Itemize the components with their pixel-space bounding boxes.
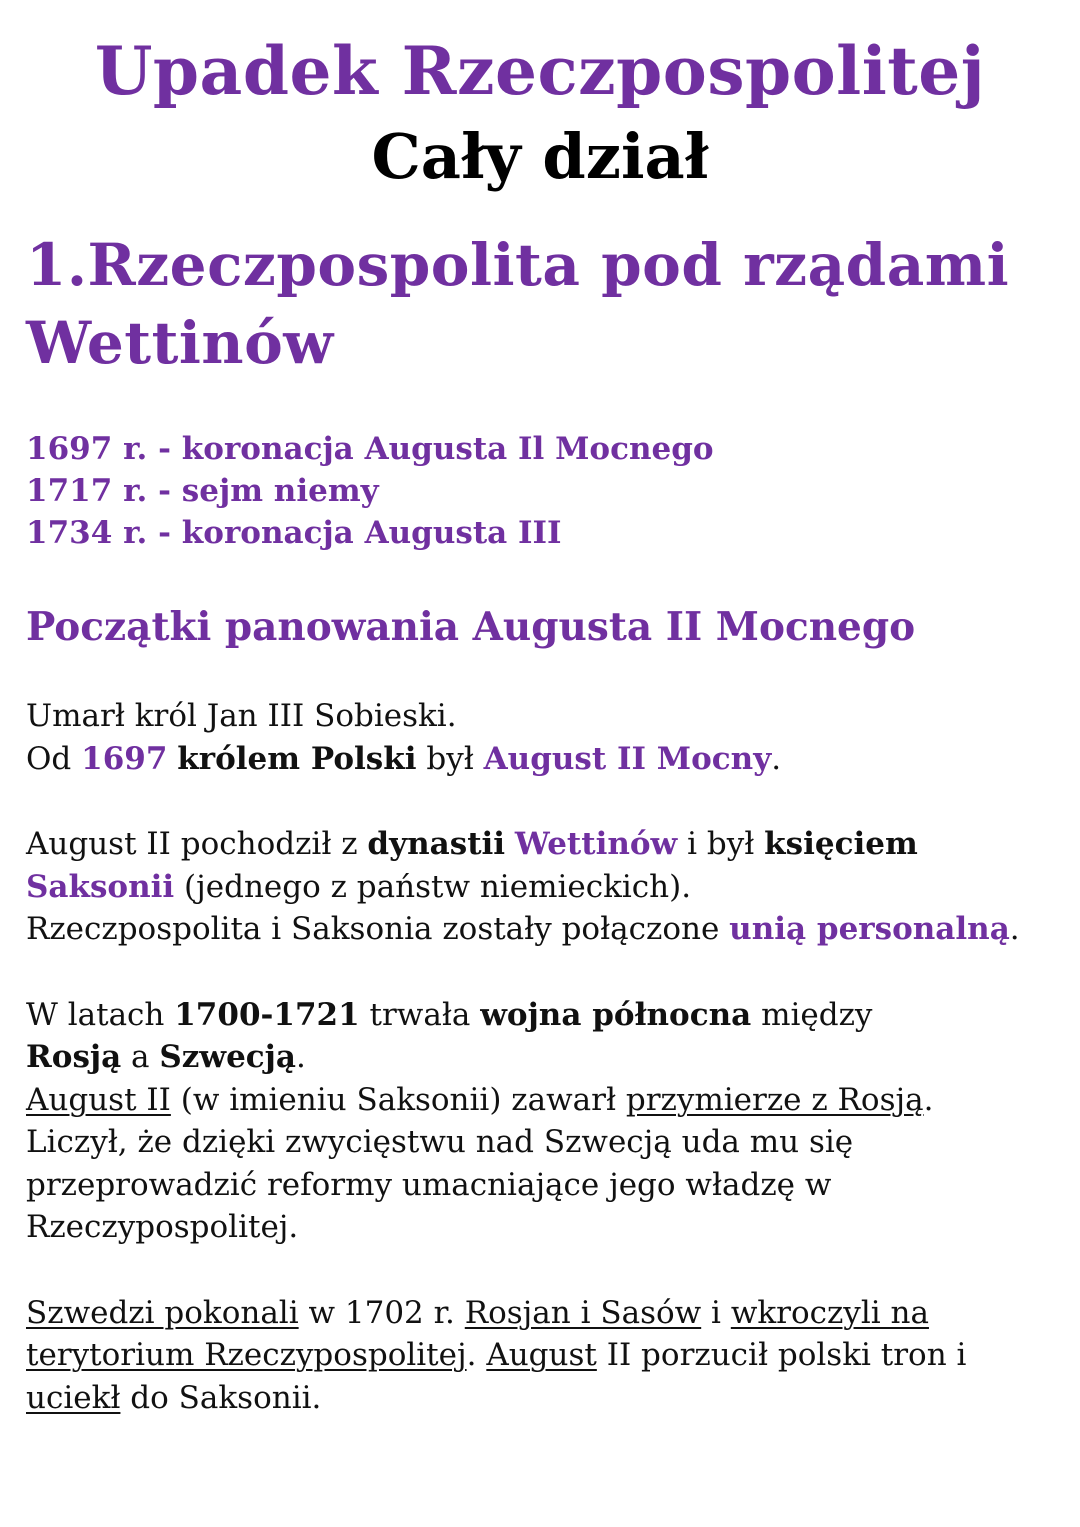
bold-term: królem Polski <box>177 740 417 777</box>
underlined-term: Szwedzi pokonali <box>26 1294 299 1331</box>
text-span: . <box>466 1337 487 1373</box>
text-span: Od <box>26 740 82 777</box>
key-dates-list <box>26 428 1054 554</box>
subsection-heading: Początki panowania Augusta II Mocnego <box>26 604 916 650</box>
bold-term: 1700-1721 <box>174 996 360 1033</box>
highlight-name: August II Mocny <box>483 740 772 777</box>
paragraph-swedish-invasion <box>26 1292 1054 1420</box>
highlight-year: 1697 <box>81 740 168 777</box>
text-span: między <box>751 996 873 1033</box>
text-span: i <box>701 1294 731 1331</box>
text-span <box>505 826 515 862</box>
text-span: W latach <box>26 996 175 1033</box>
underlined-term: Rosjan i Sasów <box>464 1294 702 1331</box>
text-span: II porzucił polski tron i <box>596 1337 967 1373</box>
bold-term: dynastii <box>367 826 506 862</box>
underlined-term: przymierze z Rosją <box>625 1081 924 1118</box>
document-title: Upadek Rzeczpospolitej <box>94 32 986 110</box>
highlight-term: Saksonii <box>26 868 175 905</box>
text-span: trwała <box>359 996 481 1033</box>
paragraph-reign-start <box>26 695 1054 780</box>
paragraph-dynasty <box>26 823 1054 951</box>
underlined-term: wkroczyli na terytorium Rzeczypospolitej <box>26 1294 929 1373</box>
bold-term: wojna północna <box>480 996 752 1033</box>
text-span: (w imieniu Saksonii) zawarł <box>170 1081 626 1118</box>
text-span <box>167 741 177 777</box>
text-span: Umarł król Jan III Sobieski. <box>26 698 457 734</box>
underlined-term: August II <box>26 1081 171 1118</box>
bold-term: księciem <box>764 826 918 862</box>
highlight-term: Wettinów <box>514 826 678 862</box>
text-span: . <box>771 740 782 777</box>
highlight-term: unią personalną <box>729 911 1010 947</box>
text-span: (jednego z państw niemieckich). <box>174 868 692 905</box>
document-subtitle: Cały dział <box>371 120 709 193</box>
underlined-term: uciekł <box>26 1379 121 1416</box>
key-date-1717: 1717 r. - sejm niemy <box>26 473 379 509</box>
text-span: do Saksonii. <box>120 1379 322 1416</box>
text-span: był <box>416 740 484 777</box>
text-span: Rzeczpospolita i Saksonia zostały połączone <box>26 911 730 947</box>
bold-term: Szwecją <box>159 1039 296 1075</box>
text-span: . <box>1009 911 1020 947</box>
key-date-1734: 1734 r. - koronacja Augusta III <box>26 515 562 551</box>
bold-term: Rosją <box>26 1039 122 1075</box>
text-span: . <box>923 1081 934 1118</box>
text-span: a <box>121 1039 160 1075</box>
key-date-1697: 1697 r. - koronacja Augusta Il Mocnego <box>26 431 714 467</box>
underlined-term: August <box>486 1337 597 1373</box>
text-span: i był <box>677 826 765 862</box>
text-span: . <box>296 1039 306 1075</box>
section-heading: 1.Rzeczpospolita pod rządami Wettinów <box>26 231 1010 377</box>
paragraph-northern-war <box>26 994 1054 1249</box>
text-span: w 1702 r. <box>298 1294 465 1331</box>
text-span: August II pochodził z <box>26 826 368 862</box>
text-span: Liczył, że dzięki zwycięstwu nad Szwecją uda mu się przeprowadzić reformy umacniające jego władzę w Rzeczypospolitej. <box>26 1124 854 1245</box>
